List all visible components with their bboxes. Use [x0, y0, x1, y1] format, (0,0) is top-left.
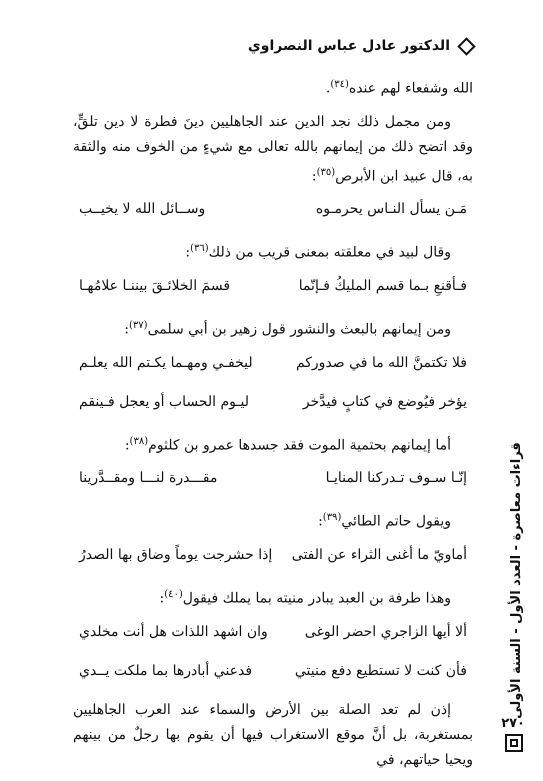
paragraph-text: الله وشفعاء لهم عنده	[348, 80, 473, 97]
verse-second-hemistich: ليـوم الحساب أو يعجل فـينقم	[79, 393, 250, 410]
footnote-ref: (٣٩)	[322, 512, 342, 524]
verse-line	[73, 274, 473, 299]
verse-second-hemistich: فدعني أبادرها بما ملكت يــدي	[79, 662, 253, 679]
verse-second-hemistich: مقـــدرة لنـــا ومقــدَّرينا	[79, 470, 218, 487]
page-body	[73, 72, 473, 781]
running-header	[248, 38, 473, 54]
author-name: الدكتور عادل عباس النصراوي	[247, 38, 450, 54]
paragraph-text: ومن إيمانهم بالبعث والنشور قول زهير بن أبي سلمى	[147, 321, 451, 338]
page-number: ٢٧٠	[501, 716, 525, 731]
square-logo-icon	[505, 734, 523, 752]
paragraph: ومن مجمل ذلك نجد الدين عند الجاهليين دينَ فطرة لا دين تلقٍّ، وقد اتضح ذلك من إيمانهم بالله تعالى مع شيءٍ من الخوف منه والثقة به، قال عبيد ابن الأبرص$^{(٣٥)}$:	[73, 113, 473, 185]
paragraph: وهذا طرفة بن العبد يبادر منيته بما يملك فيقول$^{(٤٠)}$:	[159, 588, 451, 607]
paragraph: الله وشفعاء لهم عنده$^{(٣٤)}$.	[325, 79, 473, 97]
paragraph-text: أما إيمانهم بحتمية الموت فقد جسدها عمرو بن كلثوم	[148, 437, 451, 454]
verse-second-hemistich: وان اشهد اللذات هل أنت مخلدي	[79, 623, 268, 640]
footnote-ref: (٣٥)	[316, 166, 336, 178]
verse-second-hemistich: إذا حشرجت يوماً وضاق بها الصدرُ	[79, 546, 273, 563]
verse-first-hemistich: فلا تكتمنَّ الله ما في صدوركم	[295, 354, 467, 371]
verse-first-hemistich: يؤخر فيُوضع في كتابٍ فيدَّخر	[302, 393, 467, 410]
journal-title-vertical	[505, 440, 527, 720]
footnote-ref: (٤٠)	[164, 588, 183, 600]
verse-line	[73, 543, 473, 568]
paragraph: ويقول حاتم الطائي$^{(٣٩)}$:	[318, 512, 451, 530]
verse-first-hemistich: أماويّ ما أغنى الثراء عن الفتى	[291, 546, 467, 563]
verse-second-hemistich: وســائل الله لا يخيــب	[79, 201, 206, 218]
paragraph	[73, 698, 473, 773]
verse-second-hemistich: ليخفـي ومهـما يكـتم الله يعلـم	[79, 354, 253, 371]
paragraph-text: ويقول حاتم الطائي	[341, 513, 451, 530]
diamond-icon	[457, 37, 475, 55]
verse-first-hemistich: ألا أيها الزاجري احضر الوغى	[304, 623, 467, 640]
verse-line	[73, 620, 473, 645]
verse-line	[73, 390, 473, 415]
paragraph-text: ومن مجمل ذلك نجد الدين عند الجاهليين دينَ فطرة لا دين تلقٍّ، وقد اتضح ذلك من إيمانهم بالله تعالى مع شيءٍ من الخوف منه والثقة به، قال عبيد ابن الأبرص	[73, 113, 473, 185]
footnote-ref: (٣٨)	[129, 435, 149, 447]
paragraph-text: وهذا طرفة بن العبد يبادر منيته بما يملك فيقول	[182, 590, 451, 607]
footnote-ref: (٣٦)	[190, 243, 209, 255]
verse-line	[73, 659, 473, 684]
verse-first-hemistich: مَـن يسأل النـاس يحرمـوه	[315, 201, 467, 218]
footnote-ref: (٣٤)	[330, 79, 349, 90]
paragraph: وقال لبيد في معلقته بمعنى قريب من ذلك$^{(٣٦)}$:	[185, 243, 451, 261]
paragraph-text: وقال لبيد في معلقته بمعنى قريب من ذلك	[208, 244, 451, 261]
paragraph: ومن إيمانهم بالبعث والنشور قول زهير بن أبي سلمى$^{(٣٧)}$:	[124, 319, 451, 338]
journal-title: قراءات معاصرة - العدد الأول - السنة الأولى	[508, 441, 524, 719]
verse-line	[73, 466, 473, 491]
verse-line	[73, 351, 473, 376]
verse-line	[73, 197, 473, 222]
paragraph-text: إذن لم تعد الصلة بين الأرض والسماء عند العرب الجاهليين بمستغربة، بل أنَّ موقع الاستغراب فيها أن يقوم بها رجلٌ من بينهم ويحيا حياتهم، في	[73, 701, 473, 768]
paragraph: أما إيمانهم بحتمية الموت فقد جسدها عمرو بن كلثوم$^{(٣٨)}$:	[124, 435, 451, 454]
verse-first-hemistich: إنّـا سـوف تـدركنا المنايـا	[325, 470, 467, 487]
footnote-ref: (٣٧)	[129, 319, 148, 331]
verse-second-hemistich: قسمَ الخلائـقَ بيننـا علامُهـا	[79, 277, 231, 294]
verse-first-hemistich: فـأقنعِ بـما قسم المليكُ فـإنّما	[298, 277, 467, 294]
verse-first-hemistich: فأن كنت لا تستطيع دفع منيتي	[294, 662, 467, 679]
